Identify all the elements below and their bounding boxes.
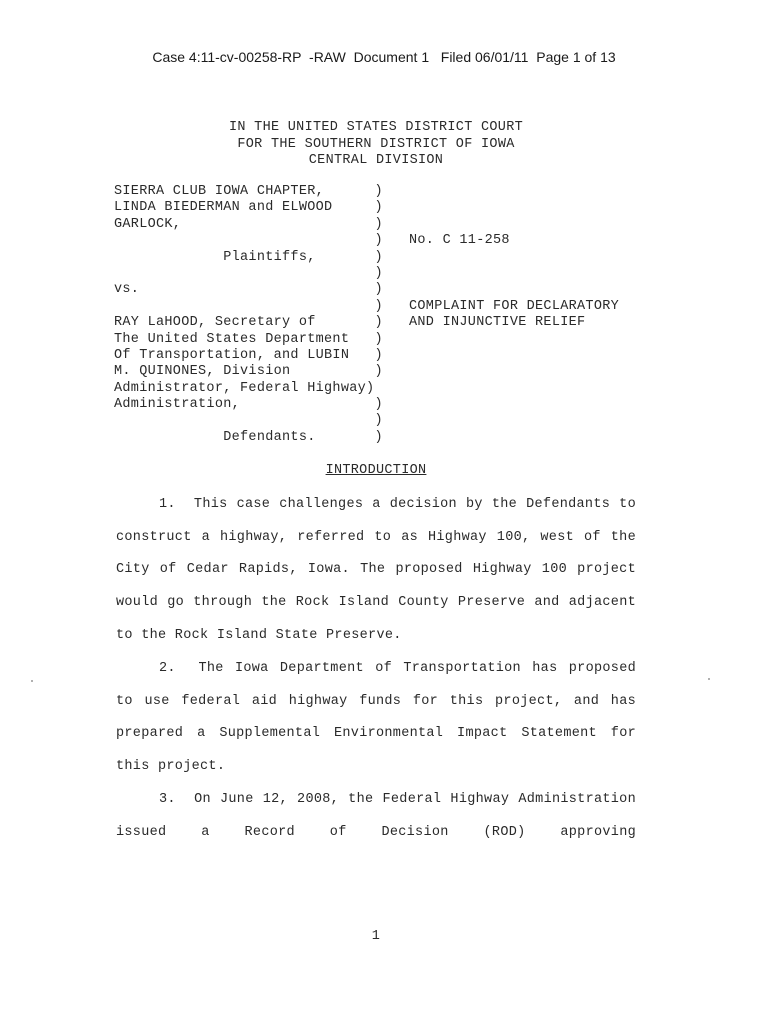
paragraph-text: On June 12, 2008, the Federal Highway Administration issued a Record of Decision (ROD) approving [116, 792, 636, 840]
paragraph-2 [116, 653, 636, 784]
caption-line: Defendants. ) [114, 429, 383, 445]
paragraph-3 [116, 784, 636, 849]
caption-line: RAY LaHOOD, Secretary of ) [114, 315, 383, 331]
document-title-line-2: AND INJUNCTIVE RELIEF [409, 315, 586, 331]
court-title-line-1: IN THE UNITED STATES DISTRICT COURT [228, 120, 524, 135]
paragraph-number: 3. [159, 792, 176, 807]
caption-line: LINDA BIEDERMAN and ELWOOD ) [114, 200, 383, 216]
caption-line: ) [114, 265, 383, 281]
document-title [409, 299, 619, 332]
paragraph-1 [116, 489, 636, 653]
paragraph-text: This case challenges a decision by the Defendants to construct a highway, referred to as Highway 100, west of the City of Cedar Rapids, Iowa. The proposed Highway 100 project would go through the Rock Island County Preserve and adjacent to the Rock Island State Preserve. [116, 497, 636, 643]
caption-line: Of Transportation, and LUBIN ) [114, 347, 383, 363]
paragraph-number: 1. [159, 497, 176, 512]
caption-line: ) [114, 298, 383, 314]
scan-artifact [708, 678, 710, 680]
scan-artifact [31, 680, 33, 682]
caption-line: vs. ) [114, 282, 383, 298]
page-number: 1 [371, 929, 381, 944]
case-number: No. C 11-258 [409, 233, 510, 248]
caption-line: Administrator, Federal Highway) [114, 380, 375, 396]
caption-line: The United States Department ) [114, 331, 383, 347]
caption-line: ) [114, 413, 383, 429]
caption-line: ) [114, 233, 383, 249]
section-heading: INTRODUCTION [325, 463, 427, 478]
court-title-line-2: FOR THE SOUTHERN DISTRICT OF IOWA [237, 136, 515, 152]
case-caption [114, 184, 383, 446]
document-title-line-1: COMPLAINT FOR DECLARATORY [409, 299, 620, 314]
caption-line: GARLOCK, ) [114, 216, 383, 232]
paragraph-text: The Iowa Department of Transportation has proposed to use federal aid highway funds for this project, and has prepared a Supplemental Environmental Impact Statement for this project. [116, 661, 636, 775]
filing-header: Case 4:11-cv-00258-RP -RAW Document 1 Filed 06/01/11 Page 1 of 13 [152, 49, 616, 65]
caption-line: Plaintiffs, ) [114, 249, 383, 265]
court-title [0, 120, 752, 170]
caption-line: SIERRA CLUB IOWA CHAPTER, ) [114, 184, 383, 199]
caption-line: Administration, ) [114, 397, 383, 413]
paragraph-number: 2. [159, 661, 176, 676]
court-title-line-3: CENTRAL DIVISION [308, 153, 444, 168]
caption-line: M. QUINONES, Division ) [114, 364, 383, 380]
